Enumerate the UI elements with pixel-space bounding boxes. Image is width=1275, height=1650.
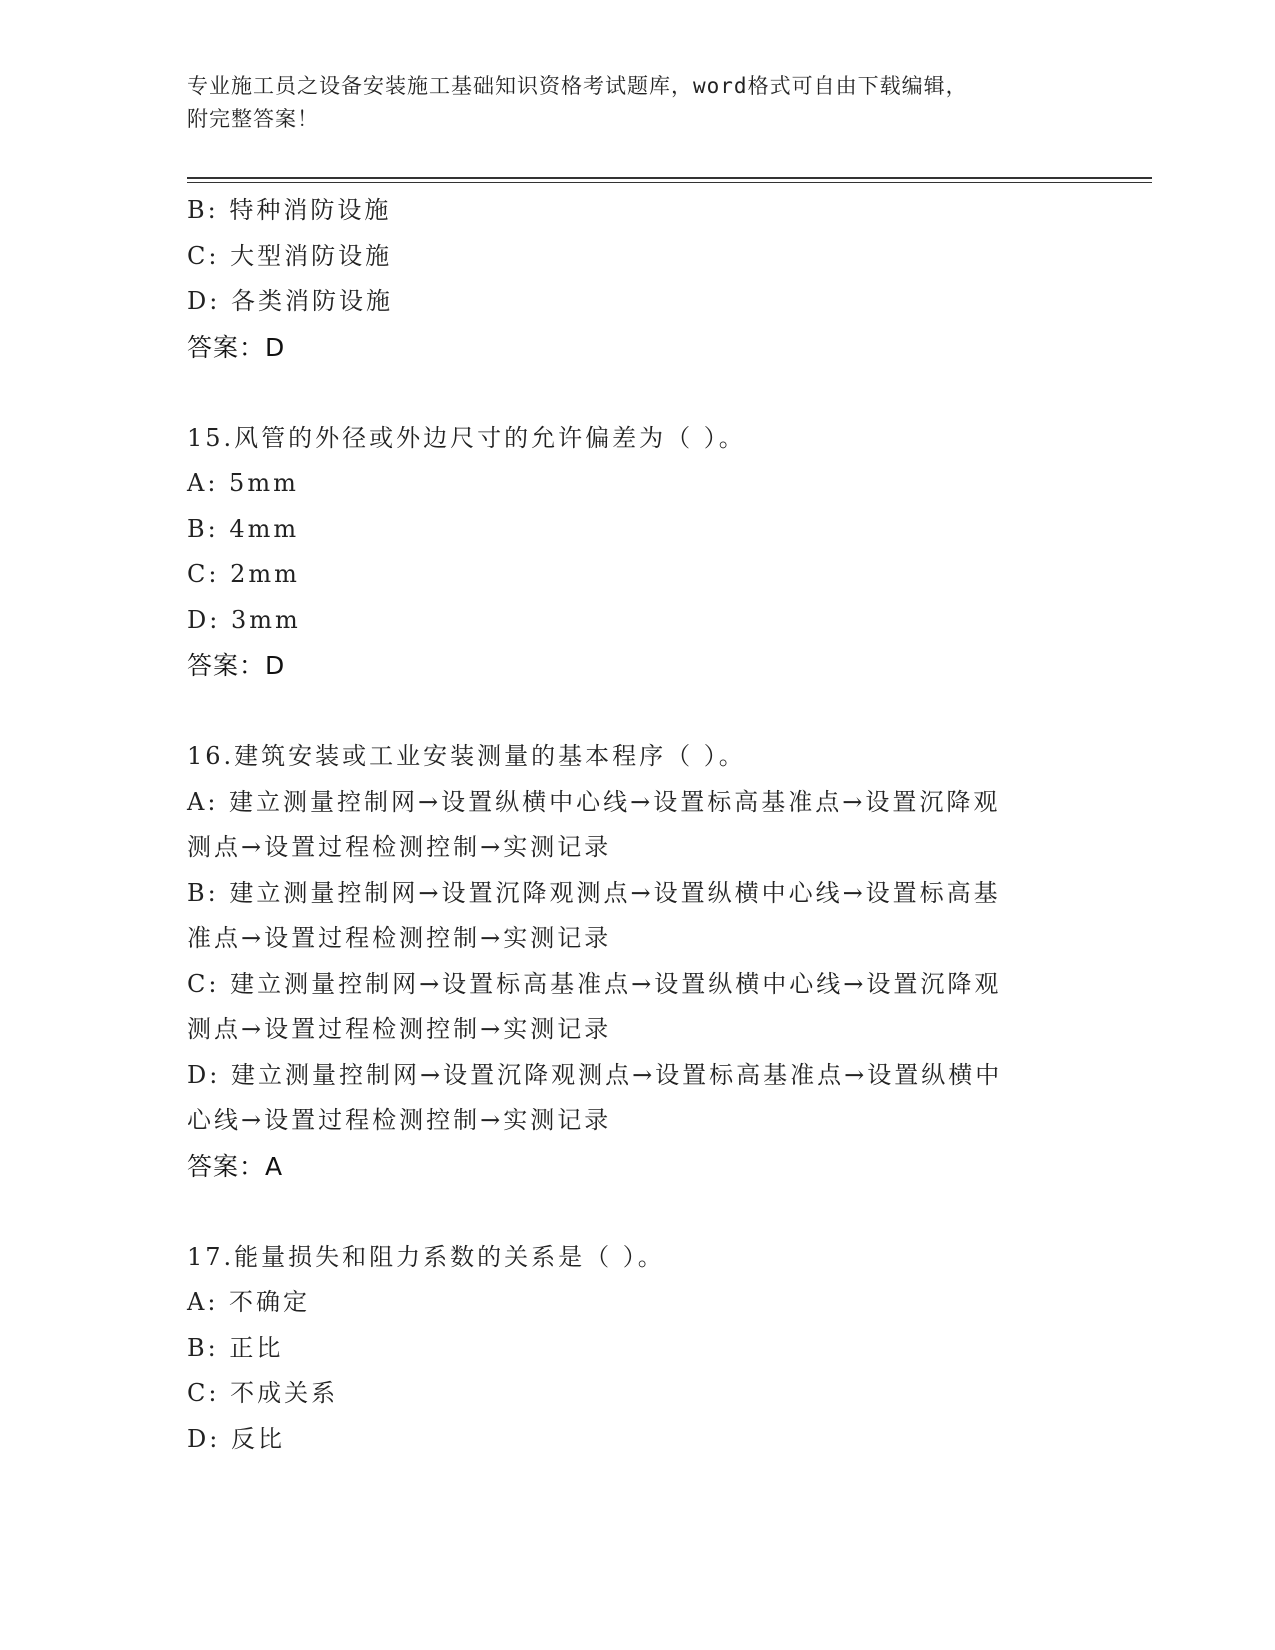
q16-option-c-line-1: C: 建立测量控制网→设置标高基准点→设置纵横中心线→设置沉降观 — [187, 969, 1002, 998]
header-divider-thin — [187, 182, 1152, 183]
q16-option-d-line-1: D: 建立测量控制网→设置沉降观测点→设置标高基准点→设置纵横中 — [187, 1060, 1003, 1089]
q15-option-d: D: 3mm — [187, 605, 301, 634]
q17-stem: 17.能量损失和阻力系数的关系是（ ）。 — [187, 1242, 665, 1271]
q16-option-c-line-2: 测点→设置过程检测控制→实测记录 — [187, 1015, 612, 1043]
question-spacer — [187, 1189, 1087, 1235]
q16-answer: 答案：A — [187, 1151, 284, 1181]
q14-option-d: D: 各类消防设施 — [187, 287, 393, 315]
q16-option-d-line-2: 心线→设置过程检测控制→实测记录 — [187, 1106, 612, 1134]
q16-option-b-line-1: B: 建立测量控制网→设置沉降观测点→设置纵横中心线→设置标高基 — [187, 878, 1001, 907]
question-list — [187, 188, 1087, 1462]
header-title-line-2: 附完整答案！ — [187, 107, 319, 131]
q15-option-c: C: 2mm — [187, 560, 300, 588]
q14-option-b: B: 特种消防设施 — [187, 196, 392, 224]
q15-option-a: A: 5mm — [187, 469, 299, 497]
q16-option-b-line-2: 准点→设置过程检测控制→实测记录 — [187, 924, 612, 952]
header-title-line-1: 专业施工员之设备安装施工基础知识资格考试题库，word格式可自由下载编辑， — [187, 74, 968, 98]
question-spacer — [187, 370, 1087, 416]
q14-option-c: C: 大型消防设施 — [187, 241, 393, 270]
q16-option-a-line-2: 测点→设置过程检测控制→实测记录 — [187, 833, 612, 861]
q17-option-a: A: 不确定 — [187, 1288, 311, 1316]
q16-option-a-line-1: A: 建立测量控制网→设置纵横中心线→设置标高基准点→设置沉降观 — [187, 787, 1001, 816]
q17-option-b: B: 正比 — [187, 1333, 284, 1362]
question-spacer — [187, 689, 1087, 735]
q17-option-d: D: 反比 — [187, 1424, 285, 1453]
q15-option-b: B: 4mm — [187, 514, 300, 543]
q14-answer: 答案：D — [187, 332, 286, 362]
q17-option-c: C: 不成关系 — [187, 1379, 339, 1407]
q15-answer: 答案：D — [187, 651, 286, 680]
header-divider-thick — [187, 177, 1152, 179]
page-header — [187, 70, 1087, 136]
q15-stem: 15.风管的外径或外边尺寸的允许偏差为（ ）。 — [187, 423, 746, 452]
q16-stem: 16.建筑安装或工业安装测量的基本程序（ ）。 — [187, 742, 746, 770]
